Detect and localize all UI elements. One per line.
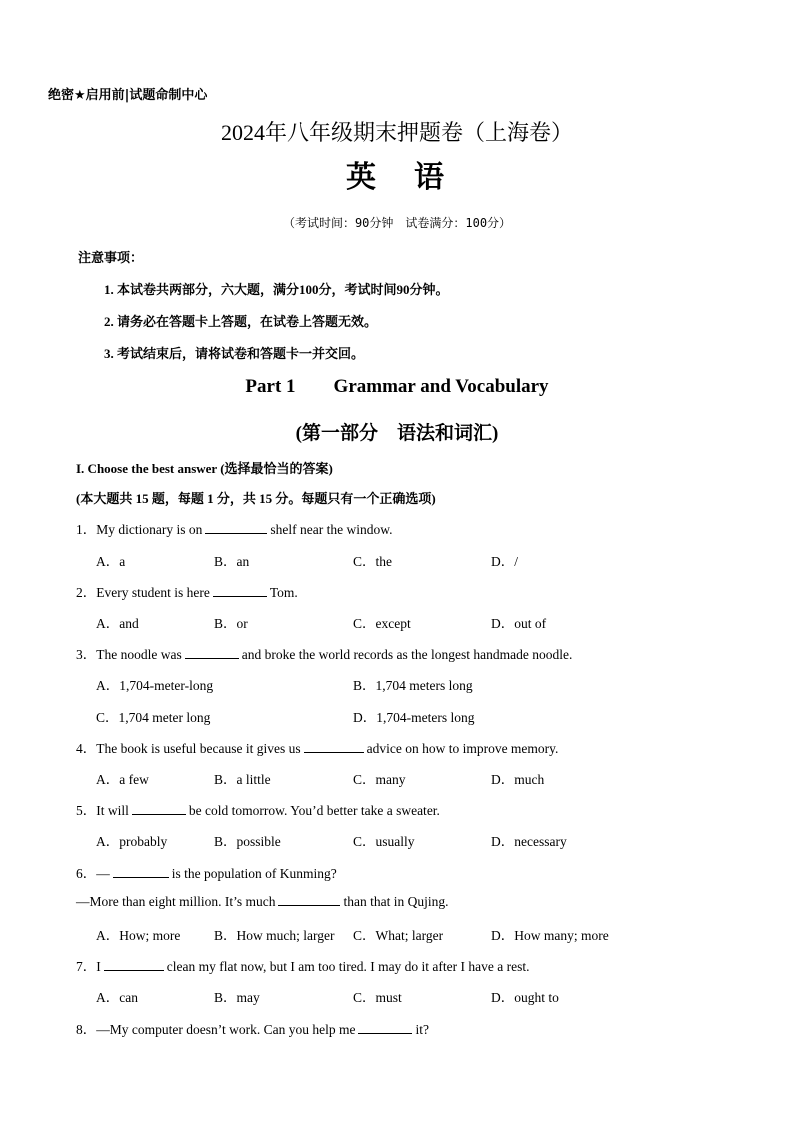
question-text: it? — [415, 1022, 429, 1037]
part-subtitle: (第一部分 语法和词汇) — [295, 423, 499, 444]
question-text: — — [96, 866, 110, 881]
page-title: 2024年八年级期末押题卷（上海卷） — [220, 120, 573, 145]
option-a: A．1,704-meter-long — [96, 678, 214, 693]
question-text: clean my flat now, but I am too tired. I may do it after I have a rest. — [166, 959, 530, 974]
question-text: than that in Qujing. — [343, 894, 449, 909]
question-number: 6． — [76, 866, 97, 881]
question-text: shelf near the window. — [270, 522, 393, 537]
part-name: Grammar and Vocabulary — [333, 376, 549, 397]
option-b: B．or — [214, 616, 248, 631]
option-d: D．1,704-meters long — [353, 710, 475, 725]
question-text: Tom. — [269, 585, 298, 600]
question-number: 4． — [76, 741, 97, 756]
option-d: D．How many; more — [491, 928, 609, 943]
option-b: B．1,704 meters long — [353, 678, 473, 693]
option-d: D．necessary — [491, 834, 567, 849]
question-8 — [76, 1018, 429, 1038]
option-a: A．How; more — [96, 928, 181, 943]
confidential-label: 绝密★启用前|试题命制中心 — [48, 88, 208, 103]
answer-blank — [132, 802, 186, 815]
exam-info: （考试时间：90分钟 试卷满分：100分） — [282, 216, 512, 230]
option-c: C．except — [353, 616, 411, 631]
option-c: C．What; larger — [353, 928, 444, 943]
option-c: C．many — [353, 772, 406, 787]
notice-item: 2. 请务必在答题卡上答题，在试卷上答题无效。 — [104, 314, 378, 329]
option-a: A．a — [96, 554, 126, 569]
option-a: A．can — [96, 990, 138, 1005]
notice-item: 3. 考试结束后，请将试卷和答题卡一并交回。 — [104, 346, 365, 361]
answer-blank — [185, 646, 239, 659]
answer-blank — [278, 893, 340, 906]
option-d: D．/ — [491, 554, 518, 569]
answer-blank — [304, 740, 364, 753]
answer-blank — [104, 958, 164, 971]
question-text: advice on how to improve memory. — [366, 741, 559, 756]
option-b: B．a little — [214, 772, 271, 787]
question-number: 5． — [76, 803, 97, 818]
question-3 — [76, 643, 572, 663]
part-number: Part 1 — [245, 376, 296, 397]
option-d: D．out of — [491, 616, 547, 631]
answer-blank — [358, 1021, 412, 1034]
question-text: —More than eight million. It’s much — [76, 894, 276, 909]
notice-item: 1. 本试卷共两部分，六大题，满分100分，考试时间90分钟。 — [104, 282, 449, 297]
question-1 — [76, 518, 392, 538]
option-b: B．an — [214, 554, 250, 569]
option-c: C．usually — [353, 834, 415, 849]
option-c: C．must — [353, 990, 402, 1005]
section-heading: I. Choose the best answer (选择最恰当的答案) — [76, 461, 333, 476]
answer-blank — [205, 521, 267, 534]
answer-blank — [113, 865, 169, 878]
option-a: A．and — [96, 616, 139, 631]
question-number: 1． — [76, 522, 97, 537]
question-text: and broke the world records as the longest handmade noodle. — [241, 647, 573, 662]
subject-title: 英 语 — [346, 161, 448, 194]
option-b: B．How much; larger — [214, 928, 335, 943]
question-text: The noodle was — [96, 647, 182, 662]
question-number: 8． — [76, 1022, 97, 1037]
question-text: —My computer doesn’t work. Can you help me — [96, 1022, 356, 1037]
option-b: B．possible — [214, 834, 281, 849]
option-d: D．much — [491, 772, 545, 787]
question-text: Every student is here — [96, 585, 210, 600]
question-2 — [76, 581, 298, 601]
answer-blank — [213, 584, 267, 597]
option-c: C．the — [353, 554, 392, 569]
question-6 — [76, 862, 337, 882]
question-text: is the population of Kunming? — [171, 866, 337, 881]
question-text: be cold tomorrow. You’d better take a sweater. — [188, 803, 440, 818]
question-7 — [76, 955, 530, 975]
question-text: The book is useful because it gives us — [96, 741, 301, 756]
question-text: I — [96, 959, 101, 974]
option-c: C．1,704 meter long — [96, 710, 211, 725]
part-title — [0, 376, 794, 398]
question-5 — [76, 799, 440, 819]
question-text: My dictionary is on — [96, 522, 203, 537]
section-note: (本大题共 15 题，每题 1 分，共 15 分。每题只有一个正确选项) — [76, 491, 436, 506]
option-b: B．may — [214, 990, 260, 1005]
option-a: A．probably — [96, 834, 168, 849]
question-6-reply — [76, 893, 448, 910]
question-number: 3． — [76, 647, 97, 662]
notice-heading: 注意事项： — [78, 251, 144, 266]
question-4 — [76, 737, 558, 757]
question-number: 2． — [76, 585, 97, 600]
option-a: A．a few — [96, 772, 149, 787]
question-text: It will — [96, 803, 129, 818]
question-number: 7． — [76, 959, 97, 974]
option-d: D．ought to — [491, 990, 559, 1005]
